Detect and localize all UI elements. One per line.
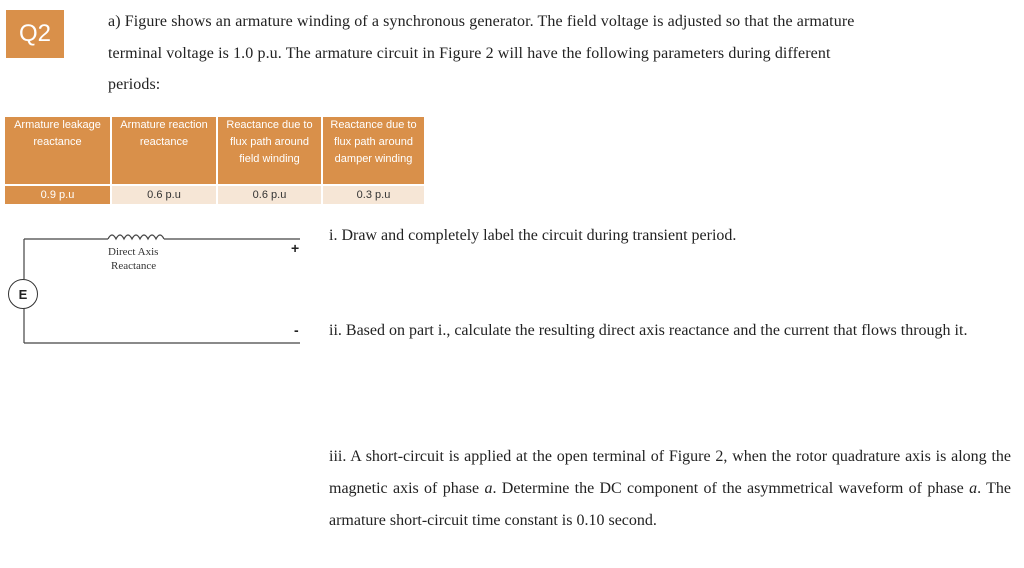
table-header: Armature reaction reactance (112, 117, 218, 184)
part-iii-text (329, 441, 1011, 537)
table-cell: 0.3 p.u (323, 184, 426, 204)
part-iii-pre: iii. A short-circuit is applied at the open terminal of Figure 2, when the rotor quadrature axis is along the magnetic axis of phase (329, 448, 1011, 497)
table-header: Reactance due to flux path around damper winding (323, 117, 426, 184)
part-i-text: i. Draw and completely label the circuit during transient period. (329, 227, 737, 244)
table-header: Reactance due to flux path around field winding (218, 117, 323, 184)
table-cell: 0.9 p.u (5, 184, 112, 204)
table-cell: 0.6 p.u (218, 184, 323, 204)
part-iii-post: . The armature short-circuit time constant is 0.10 second. (329, 480, 1012, 529)
positive-terminal: + (291, 240, 300, 256)
voltage-source (8, 279, 38, 309)
question-number-badge: Q2 (6, 10, 64, 58)
phase-symbol: a (969, 480, 978, 497)
phase-symbol: a (484, 480, 493, 497)
negative-terminal: - (294, 322, 299, 338)
circuit-diagram (0, 0, 320, 350)
part-ii-text: ii. Based on part i., calculate the resulting direct axis reactance and the current that flows through it. (329, 322, 968, 339)
table-cell: 0.6 p.u (112, 184, 218, 204)
reactance-label-line1: Direct Axis (108, 246, 159, 258)
reactance-label-line2: Reactance (111, 260, 157, 272)
question-intro: a) Figure shows an armature winding of a synchronous generator. The field voltage is adjusted so that the armature terminal voltage is 1.0 p.u. The armature circuit in Figure 2 will have the following parameters during different periods: (108, 13, 855, 93)
source-label: E (18, 286, 28, 302)
part-iii-mid: . Determine the DC component of the asymmetrical waveform of phase (492, 480, 970, 497)
table-header: Armature leakage reactance (5, 117, 112, 184)
reactance-coil (108, 235, 164, 239)
